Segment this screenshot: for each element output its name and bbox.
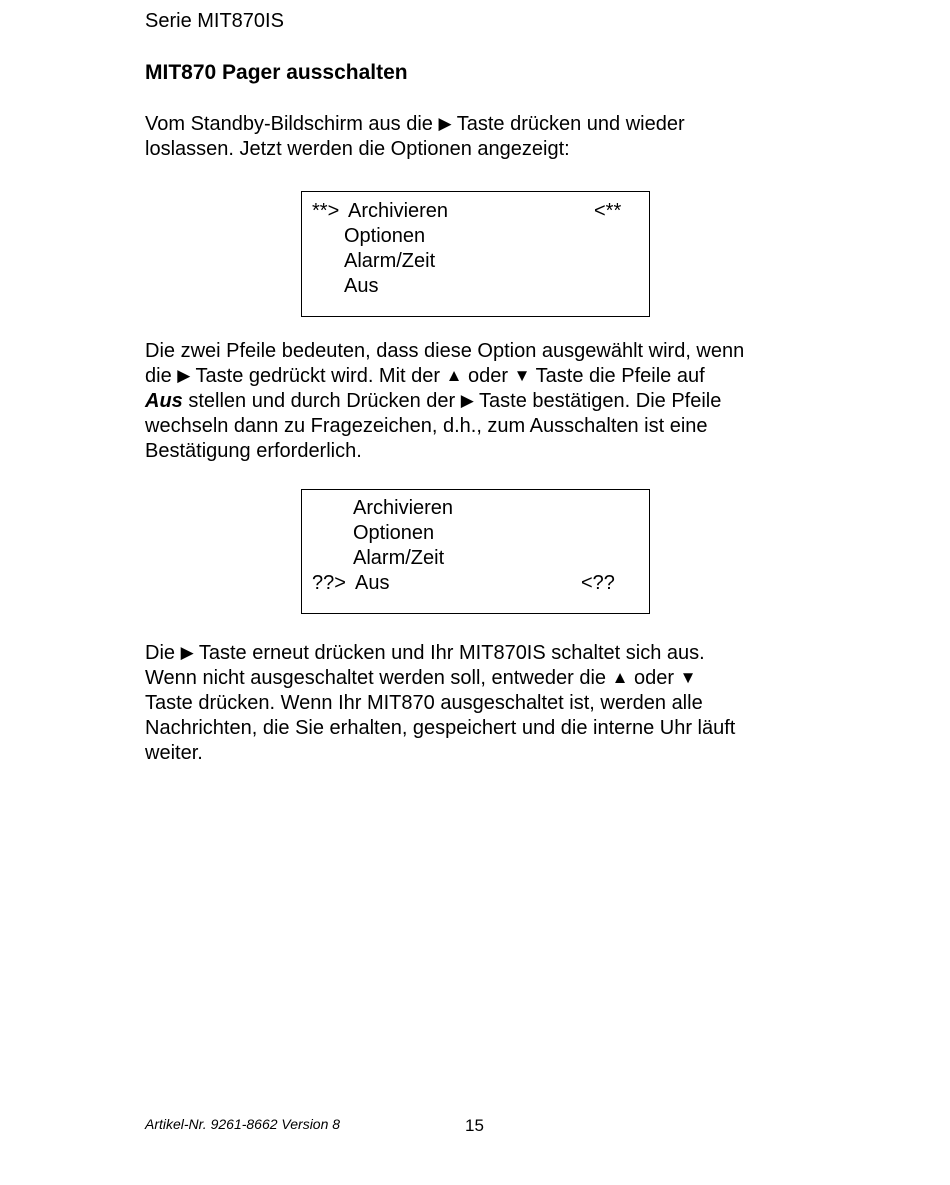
paragraph-line: Die zwei Pfeile bedeuten, dass diese Option ausgewählt wird, wenn xyxy=(145,340,745,362)
menu-label: Optionen xyxy=(344,225,426,247)
paragraph-line: die ▶ Taste gedrückt wird. Mit der ▲ oder ▼ Taste die Pfeile auf xyxy=(145,365,705,387)
footer-article-number: Artikel-Nr. 9261-8662 Version 8 xyxy=(145,1116,341,1132)
menu-label: Archivieren xyxy=(348,200,449,222)
paragraph-line: Wenn nicht ausgeschaltet werden soll, entweder die ▲ oder ▼ xyxy=(145,667,697,689)
up-arrow-icon: ▲ xyxy=(611,668,629,687)
pager-screen-menu xyxy=(301,191,650,317)
confirm-marker-end: <?? xyxy=(581,572,615,594)
paragraph-line: Vom Standby-Bildschirm aus die ▶ Taste drücken und wieder xyxy=(145,113,685,135)
menu-row-optionen xyxy=(302,521,649,546)
selection-marker-end: <** xyxy=(594,200,622,222)
running-header: Serie MIT870IS xyxy=(145,10,284,32)
menu-row-optionen xyxy=(302,224,649,249)
menu-row-archivieren xyxy=(302,199,649,224)
menu-row-alarm-zeit xyxy=(302,546,649,571)
section-title: MIT870 Pager ausschalten xyxy=(145,61,408,84)
paragraph-line: Nachrichten, die Sie erhalten, gespeichert und die interne Uhr läuft xyxy=(145,717,736,739)
paragraph-line: Aus stellen und durch Drücken der ▶ Taste bestätigen. Die Pfeile xyxy=(145,390,722,412)
right-arrow-icon: ▶ xyxy=(177,366,191,385)
right-arrow-icon: ▶ xyxy=(180,643,194,662)
paragraph-line: Taste drücken. Wenn Ihr MIT870 ausgeschaltet ist, werden alle xyxy=(145,692,703,714)
pager-screen-confirm xyxy=(301,489,650,614)
paragraph-line: Die ▶ Taste erneut drücken und Ihr MIT870IS schaltet sich aus. xyxy=(145,642,705,664)
paragraph-line: Bestätigung erforderlich. xyxy=(145,440,362,462)
down-arrow-icon: ▼ xyxy=(679,668,697,687)
down-arrow-icon: ▼ xyxy=(513,366,531,385)
menu-label: Alarm/Zeit xyxy=(344,250,436,272)
menu-label: Aus xyxy=(355,572,390,594)
menu-row-alarm-zeit xyxy=(302,249,649,274)
menu-label: Aus xyxy=(344,275,379,297)
right-arrow-icon: ▶ xyxy=(460,391,474,410)
right-arrow-icon: ▶ xyxy=(438,114,452,133)
menu-row-archivieren xyxy=(302,496,649,521)
emphasis-aus: Aus xyxy=(145,390,183,412)
menu-row-aus xyxy=(302,274,649,299)
menu-row-aus xyxy=(302,571,649,596)
page-number: 15 xyxy=(465,1116,484,1135)
up-arrow-icon: ▲ xyxy=(445,366,463,385)
selection-marker: **> xyxy=(312,200,340,222)
paragraph-line: loslassen. Jetzt werden die Optionen angezeigt: xyxy=(145,138,570,160)
paragraph-line: weiter. xyxy=(145,742,203,764)
paragraph-confirm xyxy=(145,641,845,766)
confirm-marker: ??> xyxy=(312,572,346,594)
paragraph-intro xyxy=(145,112,845,162)
menu-label: Archivieren xyxy=(353,497,454,519)
paragraph-line: wechseln dann zu Fragezeichen, d.h., zum Ausschalten ist eine xyxy=(145,415,708,437)
menu-label: Optionen xyxy=(353,522,435,544)
paragraph-explanation xyxy=(145,339,845,464)
menu-label: Alarm/Zeit xyxy=(353,547,445,569)
